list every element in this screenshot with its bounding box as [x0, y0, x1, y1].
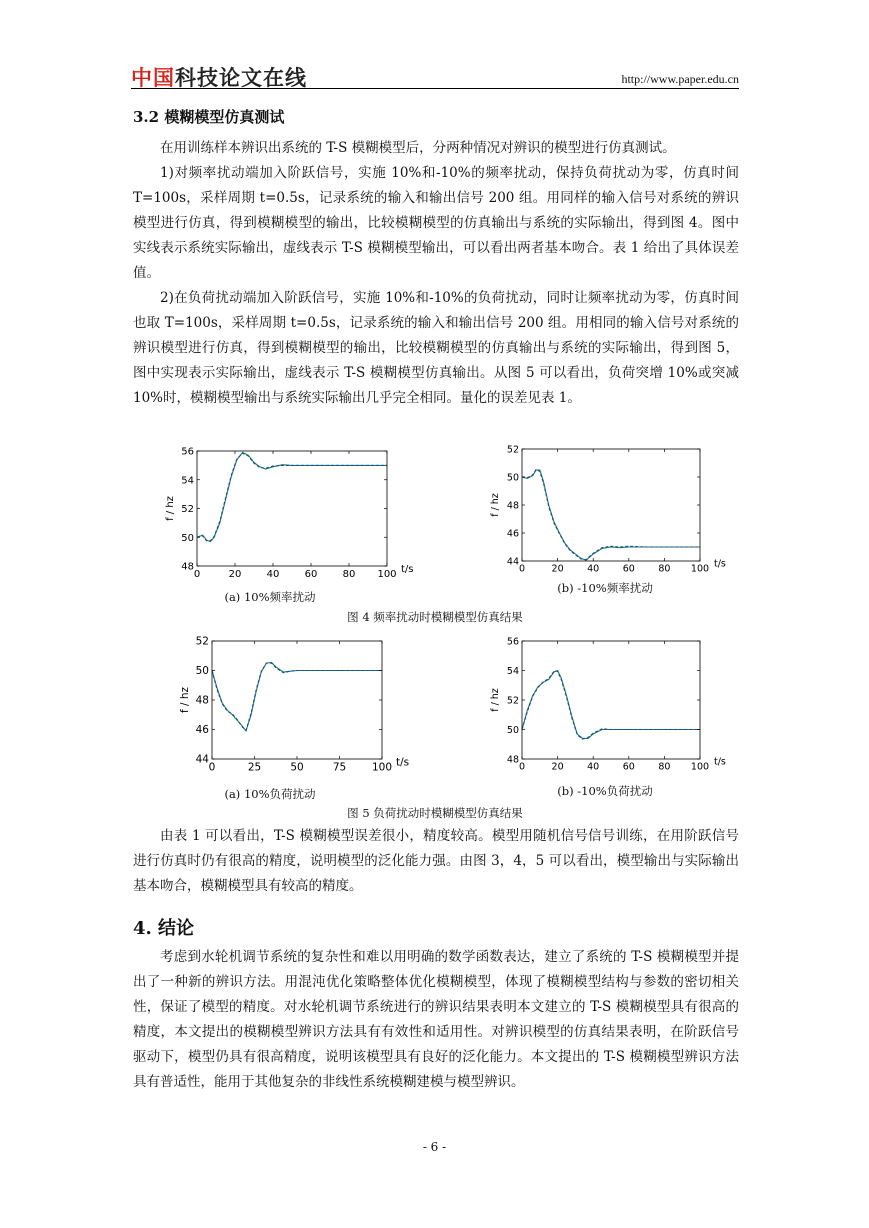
x-tick-label: 20 — [228, 569, 242, 580]
y-tick-label: 48 — [506, 500, 519, 512]
y-tick-label: 54 — [506, 665, 519, 677]
x-tick-label: 80 — [342, 569, 356, 580]
logo-black-text: 科技论文在线 — [175, 66, 307, 90]
x-tick-label: 80 — [658, 761, 671, 773]
y-tick-label: 52 — [506, 695, 519, 707]
y-tick-label: 46 — [506, 528, 519, 540]
y-tick-label: 52 — [506, 444, 519, 456]
fig5-caption: 图 5 负荷扰动时模糊模型仿真结果 — [347, 806, 523, 820]
page-header — [131, 60, 739, 90]
x-axis-label: t/s — [401, 564, 414, 575]
plot-frame — [197, 451, 387, 566]
y-tick-label: 56 — [506, 636, 519, 648]
series-line-2 — [522, 469, 700, 559]
y-axis-label: f / hz — [179, 686, 191, 714]
conclusion-paragraph: 考虑到水轮机调节系统的复杂性和难以用明确的数学函数表达，建立了系统的 T-S 模糊模型并提出了一种新的辨识方法。用混沌优化策略整体优化模糊模型，体现了模糊模型结构与参数的密切相关性，保证了模型的精度。对水轮机调节系统进行的辨识结果表明本文建立的 T-S 模糊模型具有很高的精度，本文提出的模糊模型辨识方法具有有效性和适用性。对辨识模型的仿真结果表明，在阶跃信号驱动下，模型仍具有很高精度，说明该模型具有良好的泛化能力。本文提出的 T-S 模糊模型辨识方法具有普适性，能用于其他复杂的非线性系统模糊建模与模型辨识。 — [133, 949, 739, 1090]
y-tick-label: 56 — [181, 446, 194, 458]
series-line-2 — [212, 663, 382, 730]
x-tick-label: 25 — [247, 761, 262, 774]
x-tick-label: 75 — [332, 761, 347, 774]
y-tick-label: 48 — [195, 694, 209, 707]
fig4-caption: 图 4 频率扰动时模糊模型仿真结果 — [347, 610, 523, 624]
series-line-1 — [212, 662, 382, 731]
x-tick-label: 50 — [290, 761, 304, 774]
fig5b-subcaption: (b) -10%负荷扰动 — [557, 784, 653, 798]
y-tick-label: 46 — [195, 724, 209, 737]
chart-fig4a — [155, 443, 425, 583]
y-tick-label: 50 — [195, 665, 209, 678]
header-url[interactable]: http://www.paper.edu.cn — [621, 72, 739, 86]
y-tick-label: 52 — [195, 635, 209, 648]
plot-frame — [212, 641, 382, 759]
x-tick-label: 100 — [377, 569, 397, 580]
y-axis-label: f / hz — [490, 493, 501, 517]
y-tick-label: 50 — [181, 532, 194, 544]
fig4b-subcaption: (b) -10%频率扰动 — [557, 581, 653, 595]
conclusion-title: 4. 结论 — [133, 918, 195, 939]
paragraph-1: 在用训练样本辨识出系统的 T-S 模糊模型后，分两种情况对辨识的模型进行仿真测试。 — [160, 140, 676, 156]
y-tick-label: 48 — [181, 561, 194, 573]
section-title: 3.2 模糊模型仿真测试 — [133, 108, 285, 126]
x-tick-label: 40 — [266, 569, 280, 580]
series-line-2 — [522, 671, 700, 739]
y-tick-label: 48 — [506, 754, 519, 766]
plot-frame — [522, 641, 700, 759]
x-axis-label: t/s — [714, 558, 726, 570]
x-axis-label: t/s — [396, 756, 410, 769]
x-tick-label: 0 — [193, 569, 201, 580]
page-number: - 6 - — [422, 1140, 447, 1154]
chart-fig5a — [162, 633, 422, 778]
paragraph-2: 1)对频率扰动端加入阶跃信号，实施 10%和-10%的频率扰动，保持负荷扰动为零，仿真时间 T=100s，采样周期 t=0.5s，记录系统的输入和输出信号 200 组。用同样的输入信号对系统的辨识模型进行仿真，得到模糊模型的输出，比较模糊模型的仿真输出与系统的实际输出，得到图 4。图中实线表示系统实际输出，虚线表示 T-S 模糊模型输出，可以看出两者基本吻合。表 1 给出了具体误差值。 — [133, 165, 739, 281]
paragraph-3: 2)在负荷扰动端加入阶跃信号，实施 10%和-10%的负荷扰动，同时让频率扰动为零，仿真时间也取 T=100s，采样周期 t=0.5s，记录系统的输入和输出信号 200 组。用相同的输入信号对系统的辨识模型进行仿真，得到模糊模型的输出，比较模糊模型的仿真输出与系统的实际输出，得到图 5，图中实现表示实际输出，虚线表示 T-S 模糊模型仿真输出。从图 5 可以看出，负荷突增 10%或突减 10%时，模糊模型输出与系统实际输出几乎完全相同。量化的误差见表 1。 — [133, 290, 739, 406]
y-tick-label: 44 — [195, 753, 209, 766]
fig4a-subcaption: (a) 10%频率扰动 — [224, 590, 316, 604]
after-figures-text — [133, 824, 739, 899]
series-line-2 — [197, 453, 387, 541]
y-axis-label: f / hz — [490, 688, 501, 712]
y-axis-label: f / hz — [165, 496, 176, 521]
header-rule — [131, 88, 739, 89]
x-tick-label: 0 — [518, 563, 526, 573]
y-tick-label: 52 — [181, 504, 194, 515]
x-tick-label: 100 — [371, 761, 393, 774]
x-tick-label: 60 — [622, 761, 635, 773]
x-tick-label: 0 — [208, 761, 216, 774]
x-tick-label: 60 — [622, 563, 635, 573]
x-tick-label: 20 — [551, 761, 564, 773]
x-tick-label: 60 — [304, 569, 318, 580]
x-tick-label: 80 — [658, 563, 671, 573]
logo-red-text: 中国 — [131, 66, 175, 90]
x-tick-label: 20 — [551, 563, 564, 573]
x-tick-label: 40 — [587, 761, 600, 773]
x-tick-label: 40 — [587, 563, 600, 573]
conclusion-body — [133, 945, 739, 1095]
x-tick-label: 100 — [690, 761, 710, 773]
x-tick-label: 0 — [518, 761, 526, 773]
paragraph-4: 由表 1 可以看出，T-S 模糊模型误差很小，精度较高。模型用随机信号信号训练，在用阶跃信号进行仿真时仍有很高的精度，说明模型的泛化能力强。由图 3，4，5 可以看出，模型输出与实际输出基本吻合，模糊模型具有较高的精度。 — [133, 828, 739, 894]
x-tick-label: 100 — [690, 563, 710, 573]
y-tick-label: 50 — [506, 724, 519, 736]
chart-fig4b — [487, 443, 737, 573]
series-line-1 — [522, 671, 700, 739]
y-tick-label: 44 — [506, 556, 519, 568]
fig5a-subcaption: (a) 10%负荷扰动 — [224, 787, 316, 801]
x-axis-label: t/s — [714, 756, 726, 768]
chart-fig5b — [487, 633, 737, 778]
y-tick-label: 54 — [181, 475, 194, 487]
y-tick-label: 50 — [506, 472, 519, 484]
section-body — [133, 136, 739, 411]
